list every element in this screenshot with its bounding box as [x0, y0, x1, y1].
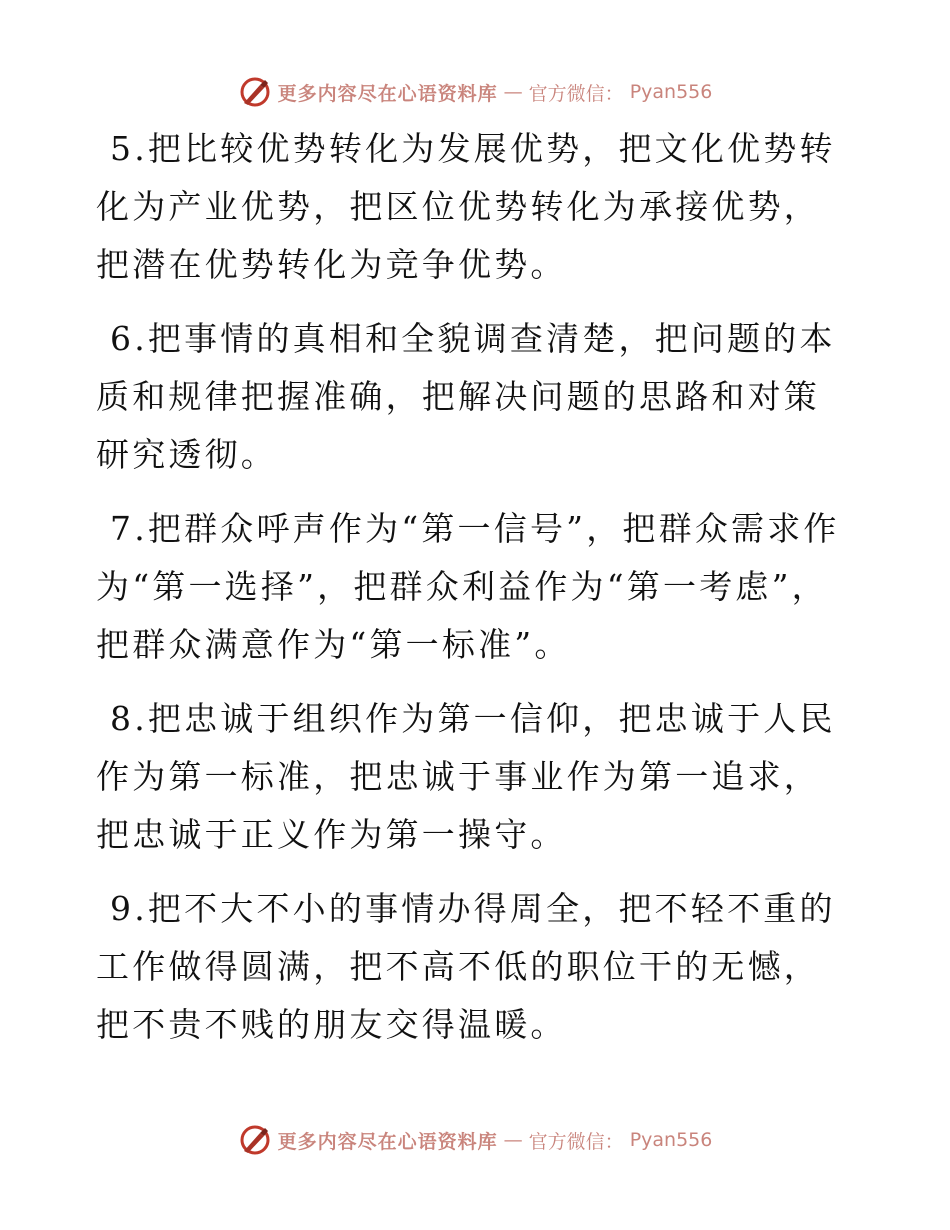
- pen-circle-logo-icon: [238, 75, 272, 109]
- paragraph-7: 7.把群众呼声作为“第一信号”，把群众需求作为“第一选择”，把群众利益作为“第一考虑”，把群众满意作为“第一标准”。: [96, 509, 840, 664]
- document-body: [96, 120, 856, 1070]
- paragraph-9: 9.把不大不小的事情办得周全，把不轻不重的工作做得圆满，把不高不低的职位干的无憾，把不贵不贱的朋友交得温暖。: [96, 889, 836, 1044]
- paragraph-6: 6.把事情的真相和全貌调查清楚，把问题的本质和规律把握准确，把解决问题的思路和对策研究透彻。: [96, 319, 836, 474]
- watermark-sub-text: 官方微信：: [528, 82, 624, 105]
- watermark-separator: —: [503, 81, 523, 103]
- watermark-main-text: 更多内容尽在心语资料库: [277, 82, 498, 105]
- watermark-main-text: 更多内容尽在心语资料库: [277, 1130, 498, 1153]
- watermark-wechat-id: Pyan556: [629, 1129, 713, 1151]
- paragraph-8: 8.把忠诚于组织作为第一信仰，把忠诚于人民作为第一标准，把忠诚于事业作为第一追求，把忠诚于正义作为第一操守。: [96, 699, 836, 854]
- footer-watermark: [0, 1120, 950, 1160]
- watermark-wechat-id: Pyan556: [629, 81, 713, 103]
- paragraph-5: 5.把比较优势转化为发展优势，把文化优势转化为产业优势，把区位优势转化为承接优势，把潜在优势转化为竞争优势。: [96, 129, 836, 284]
- pen-circle-logo-icon: [238, 1123, 272, 1157]
- watermark-sub-text: 官方微信：: [528, 1130, 624, 1153]
- header-watermark: [0, 72, 950, 112]
- watermark-separator: —: [503, 1129, 523, 1151]
